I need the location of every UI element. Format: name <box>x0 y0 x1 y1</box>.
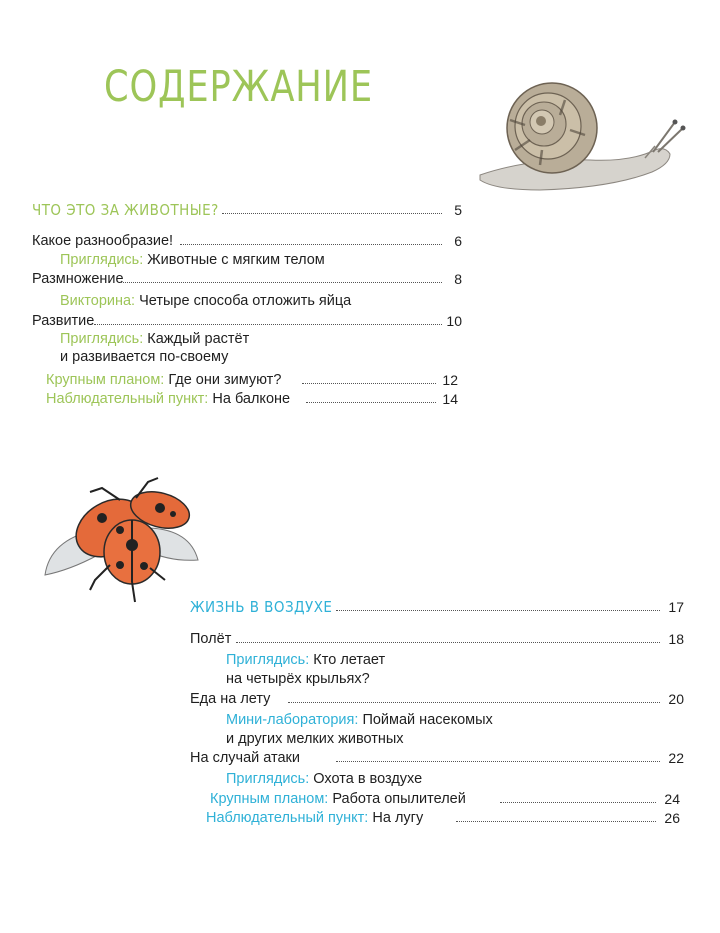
subentry-prefix: Наблюдательный пункт: <box>46 391 209 407</box>
dot-leader <box>456 821 656 822</box>
page-number: 20 <box>668 691 684 707</box>
toc-subentry <box>60 330 249 348</box>
section-heading: ЧТО ЭТО ЗА ЖИВОТНЫЕ? <box>32 201 219 219</box>
subentry-text: Четыре способа отложить яйца <box>139 293 352 309</box>
subentry-prefix: Викторина: <box>60 293 136 309</box>
page-number: 12 <box>442 372 458 388</box>
snail-illustration <box>470 80 695 200</box>
toc-subentry <box>60 292 351 310</box>
page-number: 6 <box>454 233 462 249</box>
subentry-text: Каждый растёт <box>147 331 250 347</box>
page-number: 8 <box>454 271 462 287</box>
subentry-text: Кто летает <box>313 652 386 668</box>
page-number: 17 <box>668 599 684 615</box>
subentry-text: Охота в воздухе <box>313 771 423 787</box>
page-number: 10 <box>446 313 462 329</box>
toc-subentry <box>226 651 385 669</box>
dot-leader <box>336 610 660 611</box>
subentry-prefix: Крупным планом: <box>46 372 165 388</box>
dot-leader <box>500 802 656 803</box>
toc-subentry <box>210 790 466 808</box>
subentry-text: Где они зимуют? <box>168 372 282 388</box>
subentry-text: Поймай насекомых <box>362 712 493 728</box>
toc-entry: Размножение <box>32 271 124 287</box>
firebug-illustration <box>40 470 200 605</box>
toc-entry: На случай атаки <box>190 750 301 766</box>
toc-subentry <box>226 711 493 729</box>
dot-leader <box>336 761 660 762</box>
subentry-prefix: Приглядись: <box>60 331 144 347</box>
dot-leader <box>222 213 442 214</box>
subentry-text: Животные с мягким телом <box>147 252 325 268</box>
section-heading: ЖИЗНЬ В ВОЗДУХЕ <box>190 598 333 616</box>
toc-subentry <box>46 371 281 389</box>
page-number: 26 <box>664 810 680 826</box>
dot-leader <box>180 244 442 245</box>
toc-subentry <box>226 770 422 788</box>
dot-leader <box>288 702 660 703</box>
toc-entry: Какое разнообразие! <box>32 233 174 249</box>
subentry-prefix: Крупным планом: <box>210 791 329 807</box>
page-number: 14 <box>442 391 458 407</box>
toc-entry: Развитие <box>32 313 95 329</box>
subentry-prefix: Наблюдательный пункт: <box>206 810 369 826</box>
toc-entry: Еда на лету <box>190 691 271 707</box>
subentry-text: На балконе <box>212 391 291 407</box>
page-title: СОДЕРЖАНИЕ <box>104 62 373 112</box>
toc-subentry <box>206 809 423 827</box>
page-number: 18 <box>668 631 684 647</box>
dot-leader <box>306 402 436 403</box>
toc-subentry <box>46 390 290 408</box>
page-number: 22 <box>668 750 684 766</box>
page-number: 24 <box>664 791 680 807</box>
subentry-prefix: Приглядись: <box>226 771 310 787</box>
toc-subentry-continued: и развивается по-своему <box>60 349 229 365</box>
toc-subentry-continued: на четырёх крыльях? <box>226 671 370 687</box>
dot-leader <box>302 383 436 384</box>
subentry-prefix: Приглядись: <box>60 252 144 268</box>
subentry-text: На лугу <box>372 810 424 826</box>
subentry-prefix: Приглядись: <box>226 652 310 668</box>
dot-leader <box>236 642 660 643</box>
subentry-text: Работа опылителей <box>332 791 466 807</box>
toc-entry: Полёт <box>190 631 232 647</box>
toc-subentry-continued: и других мелких животных <box>226 731 404 747</box>
page-number: 5 <box>454 202 462 218</box>
dot-leader <box>120 282 442 283</box>
subentry-prefix: Мини-лаборатория: <box>226 712 359 728</box>
toc-subentry <box>60 251 325 269</box>
dot-leader <box>94 324 442 325</box>
